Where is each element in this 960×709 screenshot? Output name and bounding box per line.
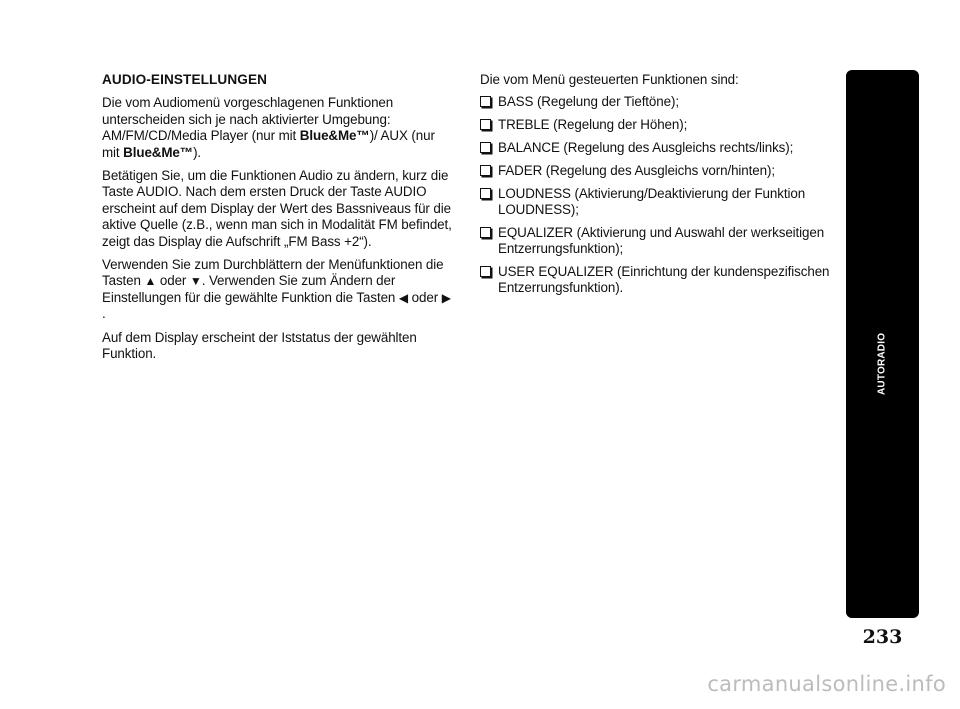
paragraph-navigation: Verwenden Sie zum Durchblättern der Menüfunktionen die Tasten ▲ oder ▼. Verwenden Sie zum Ändern der Einstellungen für die gewählte Funktion die Tasten ◀ oder ▶. <box>102 257 451 322</box>
blueandme-brand: Blue&Me™ <box>123 144 194 160</box>
functions-intro: Die vom Menü gesteuerten Funktionen sind: <box>480 72 739 87</box>
functions-list <box>480 94 835 296</box>
list-item: TREBLE (Regelung der Höhen); <box>480 117 835 133</box>
watermark: carmanualsonline.info <box>707 672 946 696</box>
list-item: BALANCE (Regelung des Ausgleichs rechts/links); <box>480 140 835 156</box>
paragraph-environments: Die vom Audiomenü vorgeschlagenen Funktionen unterscheiden sich je nach aktivierter Umgebung: AM/FM/CD/Media Player (nur mit Blue&Me™)/ AUX (nur mit Blue&Me™). <box>102 95 435 160</box>
list-item: FADER (Regelung des Ausgleichs vorn/hinten); <box>480 163 835 179</box>
paragraph-status: Auf dem Display erscheint der Iststatus der gewählten Funktion. <box>102 329 417 362</box>
list-item: BASS (Regelung der Tieftöne); <box>480 94 835 110</box>
arrow-right-icon: ▶ <box>441 290 451 305</box>
checkbox-bullet-icon <box>480 96 491 107</box>
arrow-down-icon: ▼ <box>189 274 202 289</box>
blueandme-brand: Blue&Me™ <box>299 128 370 144</box>
list-item: USER EQUALIZER (Einrichtung der kundenspezifischen Entzerrungsfunktion). <box>480 264 835 297</box>
arrow-left-icon: ◀ <box>398 290 409 305</box>
list-item: LOUDNESS (Aktivierung/Deaktivierung der Funktion LOUDNESS); <box>480 186 835 219</box>
checkbox-bullet-icon <box>480 142 491 153</box>
checkbox-bullet-icon <box>480 119 491 130</box>
paragraph-audio-button: Betätigen Sie, um die Funktionen Audio zu ändern, kurz die Taste AUDIO. Nach dem ersten Druck der Taste AUDIO erscheint auf dem Display der Wert des Bassniveaus für die aktive Quelle (z.B., wenn man sich in Modalität FM befindet, zeigt das Display die Aufschrift „FM Bass +2“). <box>102 168 452 249</box>
checkbox-bullet-icon <box>480 165 491 176</box>
checkbox-bullet-icon <box>480 266 491 277</box>
page-number: 233 <box>862 626 903 648</box>
checkbox-bullet-icon <box>480 188 491 199</box>
right-column <box>480 72 835 303</box>
list-item: EQUALIZER (Aktivierung und Auswahl der werkseitigen Entzerrungsfunktion); <box>480 225 835 258</box>
section-heading: AUDIO-EINSTELLUNGEN <box>102 72 268 87</box>
checkbox-bullet-icon <box>480 227 491 238</box>
left-column <box>102 72 452 370</box>
chapter-tab-label: AUTORADIO <box>876 332 888 395</box>
arrow-up-icon: ▲ <box>144 274 157 289</box>
